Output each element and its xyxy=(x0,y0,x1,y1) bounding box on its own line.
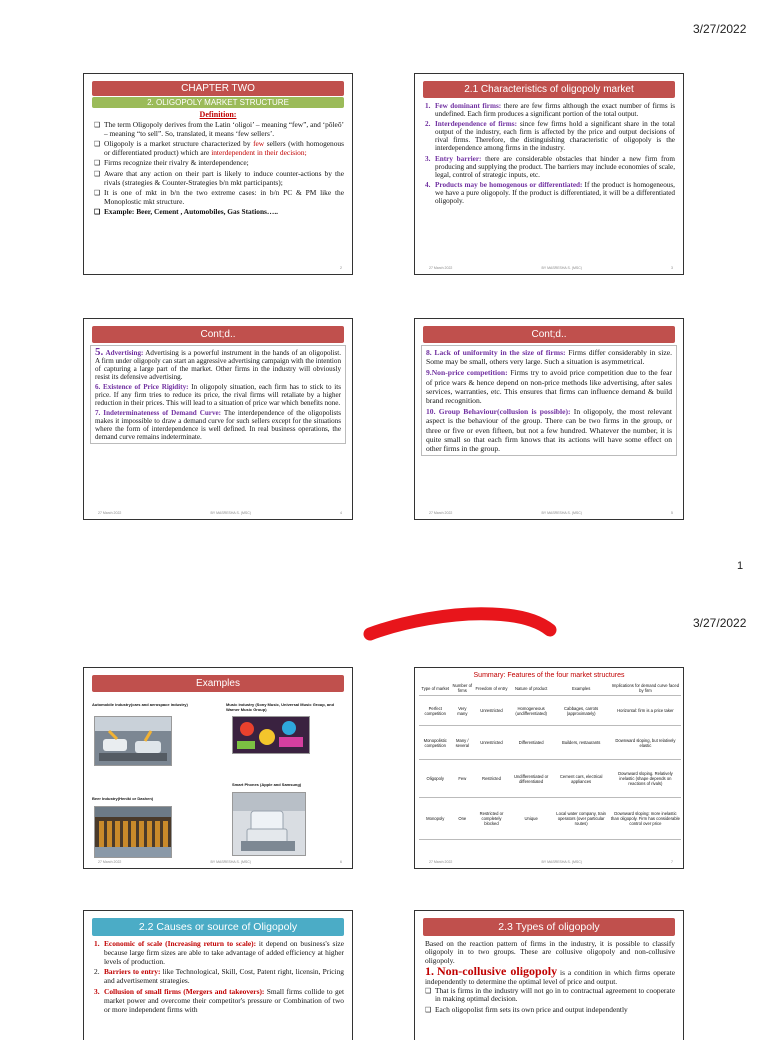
slide-title: 2.2 Causes or source of Oligopoly xyxy=(92,918,344,936)
slide-contd-8-10 xyxy=(414,318,684,520)
table-row xyxy=(419,726,681,760)
slide-footer-date: 27 March 2022 xyxy=(429,511,453,515)
bullet-item: ❑ Oligopoly is a market structure characterized by few sellers (with homogenous or differentiated product) which are interdependent in their decision; xyxy=(94,140,344,157)
paragraph-group-behaviour: 10. Group Behaviour(collusion is possible): In oligopoly, the most relevant aspect is the behaviour of the group. There can be two firms in the group, or three or five or even fifteen, but not a few hundred. Whatever the number, it is quite small so that each firm knows that its actions will have some effect on other firms in the group. xyxy=(426,407,672,454)
table-cell: Downward sloping. Relatively inelastic (shape depends on reactions of rivals) xyxy=(610,760,681,798)
slide-footer-author: BY MASRESHA S. (MSC) xyxy=(541,511,582,515)
slide-title: 2.3 Types of oligopoly xyxy=(423,918,675,936)
table-row xyxy=(419,760,681,798)
example-label: Music industry (Sony Music, Universal Music Group, and Warner Music Group) xyxy=(226,702,335,712)
paragraph-advertising: 5. Advertising: Advertising is a powerful instrument in the hands of an oligopolist. A firm under oligopoly can start an aggressive advertising campaign with the intention of capturing a large part of the market. Other firms in the industry will obviously resist its defensive advertising. xyxy=(95,346,341,381)
table-cell: Very many xyxy=(451,696,473,726)
table-cell: Restricted xyxy=(473,760,510,798)
red-brush-stroke xyxy=(362,600,562,648)
bullet-item: ❑ Aware that any action on their part is likely to induce counter-actions by the rivals (strategies & Counter-Strategies b/n mkt participants); xyxy=(94,170,344,187)
slide-title: Summary: Features of the four market structures xyxy=(473,672,625,679)
slide-summary-table xyxy=(414,667,684,869)
table-cell: Differentiated xyxy=(510,726,553,760)
slide-footer-author: BY MASRESHA S. (MSC) xyxy=(210,511,251,515)
definition-label: Definition: xyxy=(199,110,237,119)
bullet-item: ❑ It is one of mkt in b/n the two extreme cases: in b/n PC & PM like the Monoplostic mkt structure. xyxy=(94,189,344,206)
music-logos-image xyxy=(232,716,310,754)
slide-footer-author: BY MASRESHA S. (MSC) xyxy=(210,860,251,864)
table-header: Nature of product xyxy=(510,681,553,696)
table-cell: Few xyxy=(451,760,473,798)
slide-characteristics xyxy=(414,73,684,275)
characteristic-item: 1. Few dominant firms: there are few firms although the exact number of firms is undefined. Each firm produces a significant portion of the total output. xyxy=(425,102,675,119)
page-date: 3/27/2022 xyxy=(693,22,747,36)
table-cell: Builders, restaurants xyxy=(552,726,609,760)
table-header: Freedom of entry xyxy=(473,681,510,696)
table-cell: Cabbages, carrots (approximately) xyxy=(552,696,609,726)
slide-number: 3 xyxy=(671,266,673,270)
slide-title: CHAPTER TWO xyxy=(92,81,344,96)
paragraph-price-rigidity: 6. Existence of Price Rigidity: In oligopoly situation, each firm has to stick to its price. If any firm tries to reduce its price, the rival firms will retaliate by a higher reduction in their prices. This will lead to a situation of price war which benefits none. xyxy=(95,383,341,407)
paragraph-size-uniformity: 8. Lack of uniformity in the size of firms: Firms differ considerably in size. Some may be small, others very large. Such a situation is asymmetrical. xyxy=(426,348,672,367)
characteristic-item: 4. Products may be homogenous or differentiated: If the product is homogeneous, we have a pure oligopoly. If the product is differentiated, it will be a differentiated oligopoly. xyxy=(425,180,675,206)
intro-paragraph: Based on the reaction pattern of firms in the industry, it is possible to classify oligopoly in to two groups. These are collusive oligopoly and non-collusive oligopoly. xyxy=(425,939,675,965)
slide-number: 7 xyxy=(671,860,673,864)
cause-item: 3. Collusion of small firms (Mergers and takeovers): Small firms collide to get market power and overcome their competitor's pressure or Combination of two or more independent firms with xyxy=(94,986,344,1014)
table-cell: Cement cars, electrical appliances xyxy=(552,760,609,798)
paragraph-non-price: 9.Non-price competition: Firms try to avoid price competition due to the fear of price wars & hence depend on non-price methods like advertising, after sales services, warranties, etc. This ensures that firms can influence demand & build brand recognition. xyxy=(426,368,672,406)
table-cell: Unrestricted xyxy=(473,696,510,726)
table-cell: Undifferentiated or differentiated xyxy=(510,760,553,798)
characteristic-item: 3. Entry barrier: there are considerable obstacles that hinder a new firm from producing and supplying the product. The barriers may include economies of scale, legal, control of strategic inputs, etc. xyxy=(425,154,675,179)
table-cell: Homogeneous (undifferentiated) xyxy=(510,696,553,726)
bullet-item: ❑ Each oligopolist firm sets its own price and output independently xyxy=(425,1006,675,1014)
table-cell: Local water company, train operators (over particular routes) xyxy=(552,798,609,840)
table-cell: Downward sloping: more inelastic than oligopoly. Firm has considerable control over price xyxy=(610,798,681,840)
slide-contd-5-7 xyxy=(83,318,353,520)
table-header: Examples xyxy=(552,681,609,696)
slide-types xyxy=(414,910,684,1040)
cause-item: 2. Barriers to entry: like Technological, Skill, Cost, Patent right, licensin, Pricing and advertisement strategies. xyxy=(94,967,344,986)
table-cell: Restricted or completely blocked xyxy=(473,798,510,840)
table-cell: Oligopoly xyxy=(419,760,451,798)
market-structures-table xyxy=(419,681,681,840)
non-collusive-paragraph: 1. Non-collusive oligopoly is a condition in which firms operate independently to determine the optimal level of price and output. xyxy=(425,964,676,986)
slide-footer-date: 27 March 2022 xyxy=(98,511,122,515)
example-item: ❑ Example: Beer, Cement , Automobiles, Gas Stations….. xyxy=(94,208,344,217)
table-cell: Perfect competition xyxy=(419,696,451,726)
slide-number: 2 xyxy=(340,266,342,270)
example-label: Smart Phones (Apple and Samsung) xyxy=(232,782,302,787)
beer-bottling-image xyxy=(94,806,172,858)
table-header: Type of market xyxy=(419,681,451,696)
slide-title: Examples xyxy=(92,675,344,692)
slide-footer-author: BY MASRESHA S. (MSC) xyxy=(541,266,582,270)
slide-footer-date: 27 March 2022 xyxy=(429,860,453,864)
slide-title: Cont;d.. xyxy=(423,326,675,343)
bullet-item: ❑ The term Oligopoly derives from the Latin ‘oligoi’ – meaning “few”, and ‘pōleō’ – meaning “to sell”. So, translated, it means ‘few sellers’. xyxy=(94,121,344,138)
slide-number: 5 xyxy=(671,511,673,515)
table-cell: Monopolistic competition xyxy=(419,726,451,760)
table-cell: Many / several xyxy=(451,726,473,760)
table-cell: Monopoly xyxy=(419,798,451,840)
cause-item: 1. Economic of scale (Increasing return to scale): it depend on business's size because large firm sizes are able to take advantage of added efficiency at higher levels of production. xyxy=(94,939,344,966)
page-number: 1 xyxy=(737,560,744,572)
car-factory-image xyxy=(94,716,172,766)
table-cell: One xyxy=(451,798,473,840)
slide-footer-author: BY MASRESHA S. (MSC) xyxy=(541,860,582,864)
slide-title: 2.1 Characteristics of oligopoly market xyxy=(423,81,675,98)
slide-footer-date: 27 March 2022 xyxy=(98,860,122,864)
table-header-row xyxy=(419,681,681,696)
characteristic-item: 2. Interdependence of firms: since few firms hold a significant share in the total output of the industry, each firm is affected by the price and output decisions of rival firms. Therefore, the distinguishing characteristic of oligopoly is the interdependence among firms in the industry. xyxy=(425,120,675,153)
bullet-item: ❑ Firms recognize their rivalry & interdependence; xyxy=(94,159,344,168)
example-label: Beer Industry(Heniki or Dashen) xyxy=(92,796,154,801)
bullet-item: ❑ That is firms in the industry will not go in to contractual agreement to cooperate in making optimal decision. xyxy=(425,987,675,1004)
slide-causes xyxy=(83,910,353,1040)
table-row xyxy=(419,798,681,840)
slide-subtitle: 2. OLIGOPOLY MARKET STRUCTURE xyxy=(92,97,344,108)
table-cell: Horizontal: firm is a price taker xyxy=(610,696,681,726)
slide-examples xyxy=(83,667,353,869)
slide-number: 6 xyxy=(340,860,342,864)
slide-footer-date: 27 March 2022 xyxy=(429,266,453,270)
smartphones-image xyxy=(232,792,306,856)
example-label: Automobile industry(cars and aerospace industry) xyxy=(92,702,188,707)
table-cell: Unique xyxy=(510,798,553,840)
table-header: Number of firms xyxy=(451,681,473,696)
table-header: Implications for demand curve faced by firm xyxy=(610,681,681,696)
table-cell: Downward sloping, but relatively elastic xyxy=(610,726,681,760)
slide-chapter-two xyxy=(83,73,353,275)
slide-title: Cont;d.. xyxy=(92,326,344,343)
page-date: 3/27/2022 xyxy=(693,616,747,630)
table-cell: Unrestricted xyxy=(473,726,510,760)
paragraph-demand-curve: 7. Indeterminateness of Demand Curve: The interdependence of the oligopolists makes it impossible to draw a demand curve for such sellers except for the situations where the form of interdependence is well defined. In real business operations, the demand curve remains indeterminate. xyxy=(95,409,341,441)
table-row xyxy=(419,696,681,726)
slide-number: 4 xyxy=(340,511,342,515)
